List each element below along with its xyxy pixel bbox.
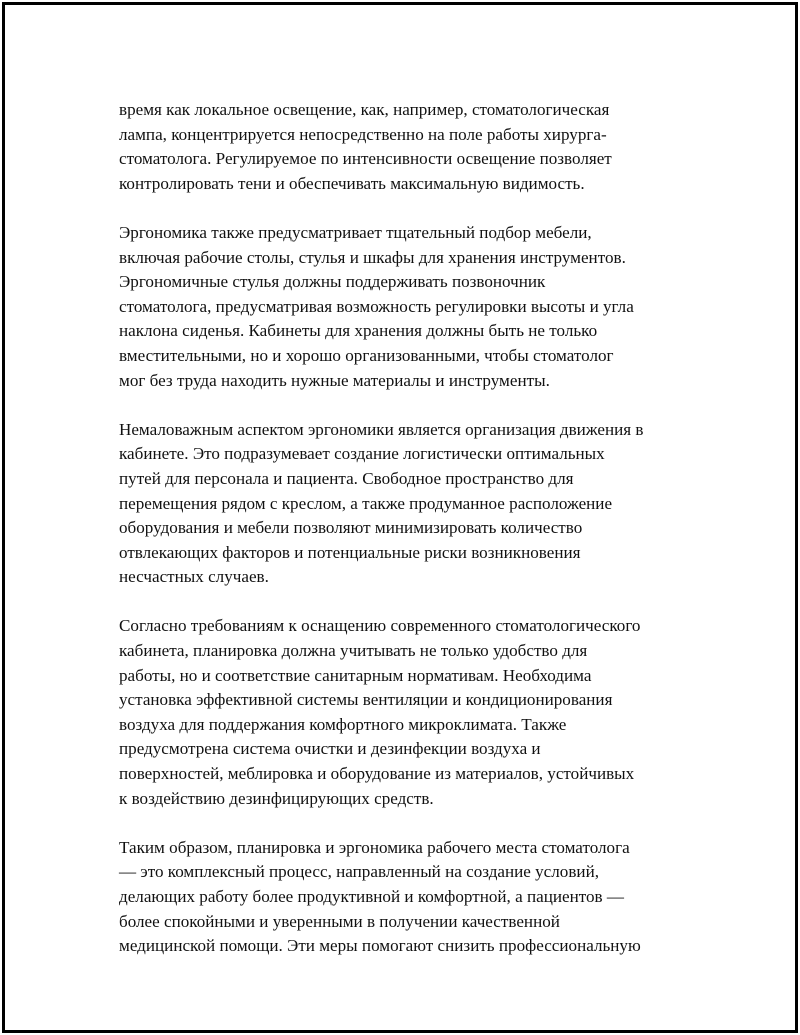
text-line: — это комплексный процесс, направленный на создание условий, xyxy=(119,862,599,882)
text-line: более спокойными и уверенными в получении качественной xyxy=(119,911,560,931)
text-line: воздуха для поддержания комфортного микроклимата. Также xyxy=(119,714,567,734)
text-line: оборудования и мебели позволяют минимизировать количество xyxy=(119,518,583,538)
text-line: медицинской помощи. Эти меры помогают снизить профессиональную xyxy=(119,936,641,956)
text-line: Эргономика также предусматривает тщательный подбор мебели, xyxy=(119,222,592,242)
text-line: время как локальное освещение, как, например, стоматологическая xyxy=(119,100,610,119)
text-line: Согласно требованиям к оснащению современного стоматологического xyxy=(119,616,641,636)
text-line: наклона сиденья. Кабинеты для хранения должны быть не только xyxy=(119,321,598,341)
text-line: лампа, концентрируется непосредственно на поле работы хирурга- xyxy=(119,124,607,144)
text-line: стоматолога, предусматривая возможность регулировки высоты и угла xyxy=(119,296,634,316)
text-line: стоматолога. Регулируемое по интенсивности освещение позволяет xyxy=(119,149,612,169)
paragraph-conclusion xyxy=(119,836,703,959)
text-line: делающих работу более продуктивной и комфортной, а пациентов — xyxy=(119,887,624,906)
text-line: мог без труда находить нужные материалы и инструменты. xyxy=(119,370,550,390)
text-line: вместительными, но и хорошо организованными, чтобы стоматолог xyxy=(119,345,614,365)
text-line: включая рабочие столы, стулья и шкафы для хранения инструментов. xyxy=(119,247,626,267)
text-line: Эргономичные стулья должны поддерживать позвоночник xyxy=(119,272,546,292)
text-line: Немаловажным аспектом эргономики является организация движения в xyxy=(119,419,644,439)
text-line: путей для персонала и пациента. Свободное пространство для xyxy=(119,468,574,488)
paragraph-lighting xyxy=(119,98,703,196)
text-line: отвлекающих факторов и потенциальные риски возникновения xyxy=(119,542,581,562)
text-line: перемещения рядом с креслом, а также продуманное расположение xyxy=(119,493,613,513)
text-line: кабинете. Это подразумевает создание логистически оптимальных xyxy=(119,444,605,464)
text-line: кабинета, планировка должна учитывать не только удобство для xyxy=(119,641,588,661)
document-body xyxy=(119,98,703,983)
page-frame xyxy=(2,2,798,1033)
text-line: работы, но и соответствие санитарным нормативам. Необходима xyxy=(119,665,592,685)
paragraph-movement xyxy=(119,418,703,590)
paragraph-furniture xyxy=(119,221,703,393)
text-line: поверхностей, меблировка и оборудование из материалов, устойчивых xyxy=(119,764,635,784)
text-line: контролировать тени и обеспечивать максимальную видимость. xyxy=(119,173,585,193)
text-line: Таким образом, планировка и эргономика рабочего места стоматолога xyxy=(119,837,630,857)
text-line: к воздействию дезинфицирующих средств. xyxy=(119,788,434,808)
paragraph-sanitary xyxy=(119,614,703,811)
text-line: предусмотрена система очистки и дезинфекции воздуха и xyxy=(119,739,541,759)
text-line: несчастных случаев. xyxy=(119,567,269,587)
text-line: установка эффективной системы вентиляции и кондиционирования xyxy=(119,690,613,710)
